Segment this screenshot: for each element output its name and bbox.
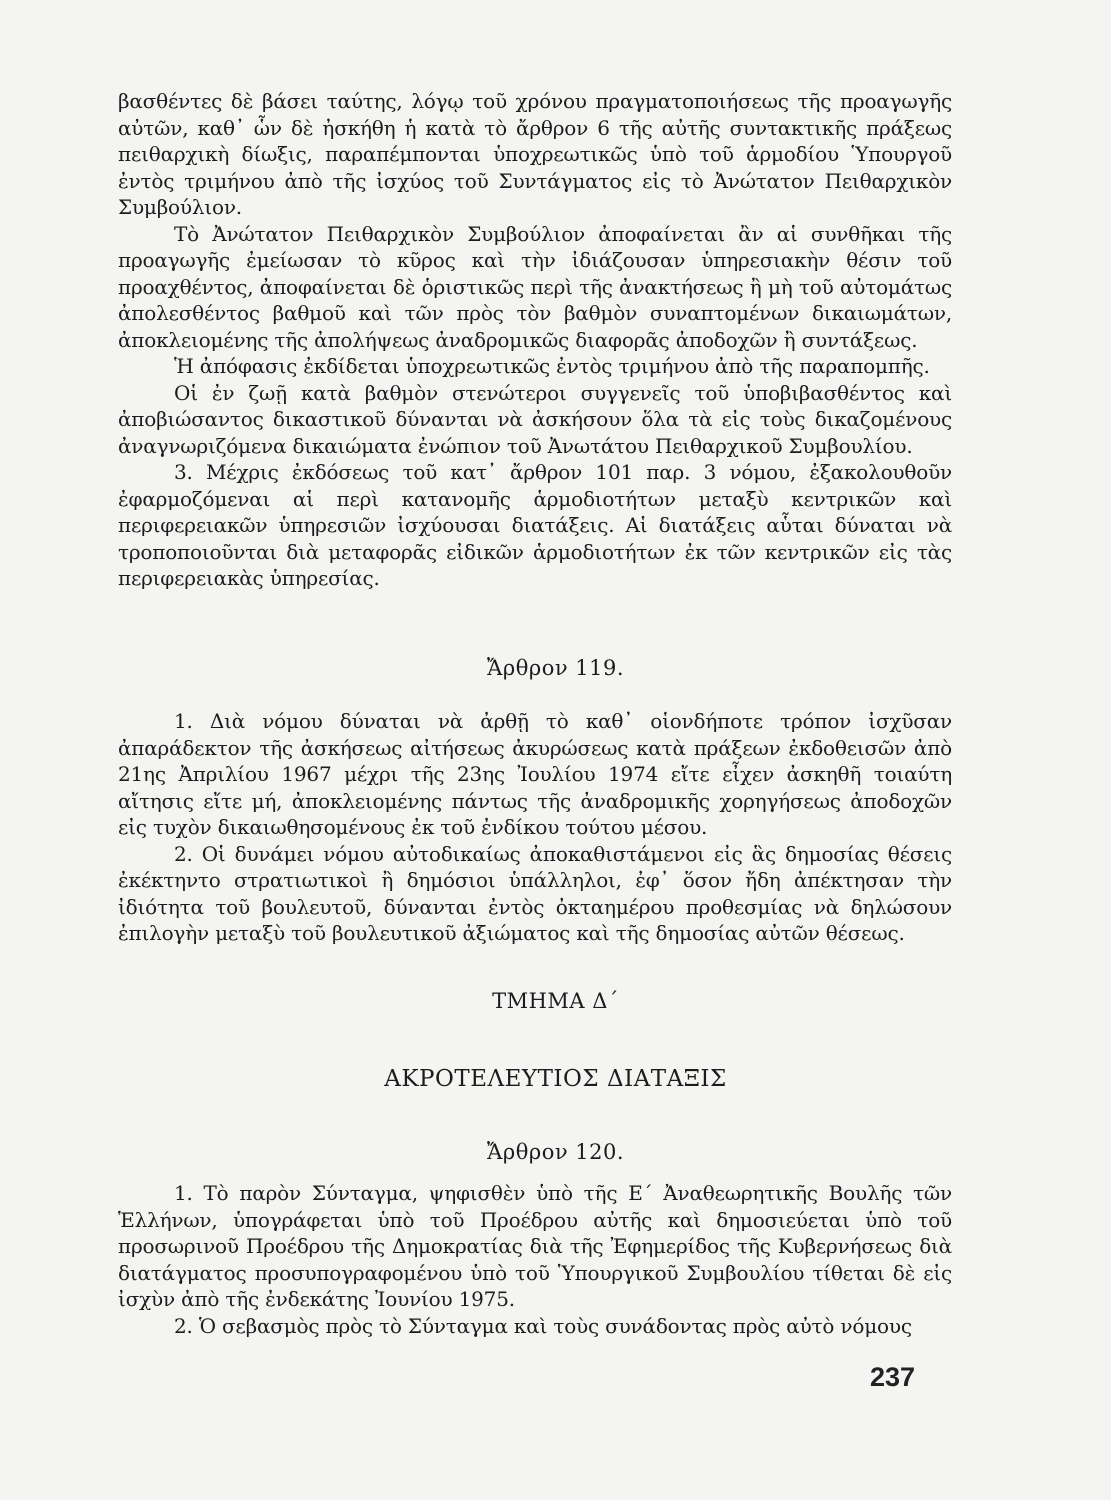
paragraph: 3. Μέχρις ἐκδόσεως τοῦ κατ᾽ ἄρθρον 101 παρ. 3 νόμου, ἐξακολουθοῦν ἐφαρμοζόμεναι αἱ περὶ κατανομῆς ἁρμοδιοτήτων μεταξὺ κεντρικῶν καὶ περιφερειακῶν ὑπηρεσιῶν ἰσχύουσαι διατάξεις. Αἱ διατάξεις αὗται δύναται νὰ τροποποιοῦνται διὰ μεταφορᾶς εἰδικῶν ἁρμοδιοτήτων ἐκ τῶν κεντρικῶν εἰς τὰς περιφερειακὰς ὑπηρεσίας. [118,460,952,590]
article-119-body [118,708,952,947]
paragraph: Ἡ ἀπόφασις ἐκδίδεται ὑποχρεωτικῶς ἐντὸς τριμήνου ἀπὸ τῆς παραπομπῆς. [174,354,930,378]
paragraph: 2. Ὁ σεβασμὸς πρὸς τὸ Σύνταγμα καὶ τοὺς συνάδοντας πρὸς αὐτὸ νόμους [174,1313,912,1338]
paragraph: 1. Τὸ παρὸν Σύνταγμα, ψηφισθὲν ὑπὸ τῆς Ε΄ Ἀναθεωρητικῆς Βουλῆς τῶν Ἑλλήνων, ὑπογράφεται ὑπὸ τοῦ Προέδρου αὐτῆς καὶ δημοσιεύεται ὑπὸ τοῦ προσωρινοῦ Προέδρου τῆς Δημοκρατίας διὰ τῆς Ἐφημερίδος τῆς Κυβερνήσεως διὰ διατάγματος προσυπογραφομένου ὑπὸ τοῦ Ὑπουργικοῦ Συμβουλίου τίθεται δὲ εἰς ἰσχὺν ἀπὸ τῆς ἐνδεκάτης Ἰουνίου 1975. [118,1181,952,1311]
article-119-heading: Ἄρθρον 119. [486,656,625,680]
paragraph-continuation: βασθέντες δὲ βάσει ταύτης, λόγῳ τοῦ χρόνου πραγματοποιήσεως τῆς προαγωγῆς αὐτῶν, καθ᾽ ὧν δὲ ἠσκήθη ἡ κατὰ τὸ ἄρθρον 6 τῆς αὐτῆς συντακτικῆς πράξεως πειθαρχικὴ δίωξις, παραπέμπονται ὑποχρεωτικῶς ὑπὸ τοῦ ἁρμοδίου Ὑπουργοῦ ἐντὸς τριμήνου ἀπὸ τῆς ἰσχύος τοῦ Συντάγματος εἰς τὸ Ἀνώτατον Πειθαρχικὸν Συμβούλιον. [118,89,952,219]
paragraph: Τὸ Ἀνώτατον Πειθαρχικὸν Συμβούλιον ἀποφαίνεται ἂν αἱ συνθῆκαι τῆς προαγωγῆς ἐμείωσαν τὸ κῦρος καὶ τὴν ἰδιάζουσαν ὑπηρεσιακὴν θέσιν τοῦ προαχθέντος, ἀποφαίνεται δὲ ὁριστικῶς περὶ τῆς ἀνακτήσεως ἢ μὴ τοῦ αὐτομάτως ἀπολεσθέντος βαθμοῦ καὶ τῶν πρὸς τὸν βαθμὸν συναπτομένων δικαιωμάτων, ἀποκλειομένης τῆς ἀπολήψεως ἀναδρομικῶς διαφορᾶς ἀποδοχῶν ἢ συντάξεως. [118,221,952,352]
text-block-continuation [118,88,952,592]
paragraph: 2. Οἱ δυνάμει νόμου αὐτοδικαίως ἀποκαθιστάμενοι εἰς ἃς δημοσίας θέσεις ἐκέκτηντο στρατιωτικοὶ ἢ δημόσιοι ὑπάλληλοι, ἐφ᾽ ὅσον ἤδη ἀπέκτησαν τὴν ἰδιότητα τοῦ βουλευτοῦ, δύνανται ἐντὸς ὀκταημέρου προθεσμίας νὰ δηλώσουν ἐπιλογὴν μεταξὺ τοῦ βουλευτικοῦ ἀξιώματος καὶ τῆς δημοσίας αὐτῶν θέσεως. [118,841,952,945]
article-120-heading: Ἄρθρον 120. [486,1140,625,1164]
section-title: ΤΜΗΜΑ Δ΄ [492,989,619,1013]
paragraph: Οἱ ἐν ζωῇ κατὰ βαθμὸν στενώτεροι συγγενεῖς τοῦ ὑποβιβασθέντος καὶ ἀποβιώσαντος δικαστικοῦ δύνανται νὰ ἀσκήσουν ὅλα τὰ εἰς τοὺς δικαζομένους ἀναγνωριζόμενα δικαιώματα ἐνώπιον τοῦ Ἀνωτάτου Πειθαρχικοῦ Συμβουλίου. [118,380,952,458]
section-subtitle: ΑΚΡΟΤΕΛΕΥΤΙΟΣ ΔΙΑΤΑΞΙΣ [384,1066,727,1092]
page-number: 237 [870,1362,916,1392]
paragraph: 1. Διὰ νόμου δύναται νὰ ἀρθῇ τὸ καθ᾽ οἱονδήποτε τρόπον ἰσχῦσαν ἀπαράδεκτον τῆς ἀσκήσεως αἰτήσεως ἀκυρώσεως κατὰ πράξεων ἐκδοθεισῶν ἀπὸ 21ης Ἀπριλίου 1967 μέχρι τῆς 23ης Ἰουλίου 1974 εἴτε εἶχεν ἀσκηθῆ τοιαύτη αἴτησις εἴτε μή, ἀποκλειομένης πάντως τῆς ἀναδρομικῆς χορηγήσεως ἀποδοχῶν εἰς τυχὸν δικαιωθησομένους ἐκ τοῦ ἐνδίκου τούτου μέσου. [118,709,952,839]
article-120-body [118,1180,952,1339]
